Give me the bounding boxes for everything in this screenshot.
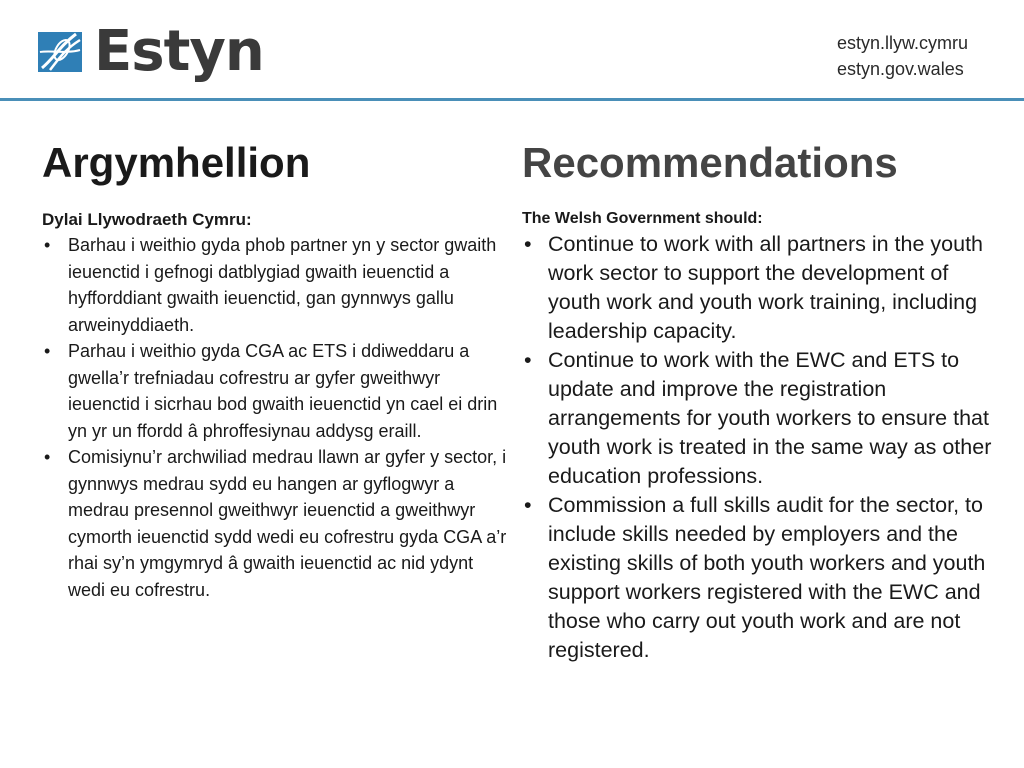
english-heading: Recommendations: [522, 139, 898, 186]
welsh-recommendation-2: • Parhau i weithio gyda CGA ac ETS i ddiweddaru a gwella’r trefniadau cofrestru ar gyfer gweithwyr ieuenctid i sicrhau bod gwaith ieuenctid yn cael ei drin yn yr un ffordd â phroffesiynau addysg eraill.: [42, 338, 512, 444]
estyn-logo-mark-icon: [36, 28, 84, 76]
logo-wordmark: Estyn: [94, 19, 264, 84]
english-recommendation-2: • Continue to work with the EWC and ETS to update and improve the registration arrangements for youth workers to ensure that youth work is treated in the same way as other education professions.: [522, 346, 997, 491]
welsh-heading: Argymhellion: [42, 139, 311, 186]
url-welsh[interactable]: estyn.llyw.cymru: [836, 33, 968, 53]
url-english[interactable]: estyn.gov.wales: [836, 59, 964, 79]
english-recommendation-3: • Commission a full skills audit for the sector, to include skills needed by employers and the existing skills of both youth workers and youth support workers registered with the EWC and those who carry out youth work and are not registered.: [522, 491, 997, 665]
header-divider: [0, 98, 1024, 101]
english-recommendation-list: [522, 230, 997, 665]
welsh-column: [42, 136, 512, 603]
page-header: [0, 0, 1024, 100]
welsh-lead: Dylai Llywodraeth Cymru:: [42, 210, 252, 229]
estyn-logo[interactable]: [36, 19, 264, 84]
welsh-recommendation-1: • Barhau i weithio gyda phob partner yn y sector gwaith ieuenctid i gefnogi datblygiad gwaith ieuenctid a hyfforddiant gwaith ieuenctid, gan gynnwys gallu arweinyddiaeth.: [42, 232, 512, 338]
english-lead: The Welsh Government should:: [522, 210, 763, 227]
english-column: [522, 136, 997, 665]
welsh-recommendation-3: • Comisiynu’r archwiliad medrau llawn ar gyfer y sector, i gynnwys medrau sydd eu hangen ar gyflogwyr a medrau presennol gweithwyr ieuenctid a gweithwyr cymorth ieuenctid sydd wedi eu cofrestru gyda CGA a’r rhai sy’n ymgymryd â gwaith ieuenctid ac nid ydynt wedi eu cofrestru.: [42, 444, 512, 603]
english-recommendation-1: • Continue to work with all partners in the youth work sector to support the development of youth work and youth work training, including leadership capacity.: [522, 230, 997, 346]
website-urls: [837, 30, 968, 82]
welsh-recommendation-list: [42, 232, 512, 603]
